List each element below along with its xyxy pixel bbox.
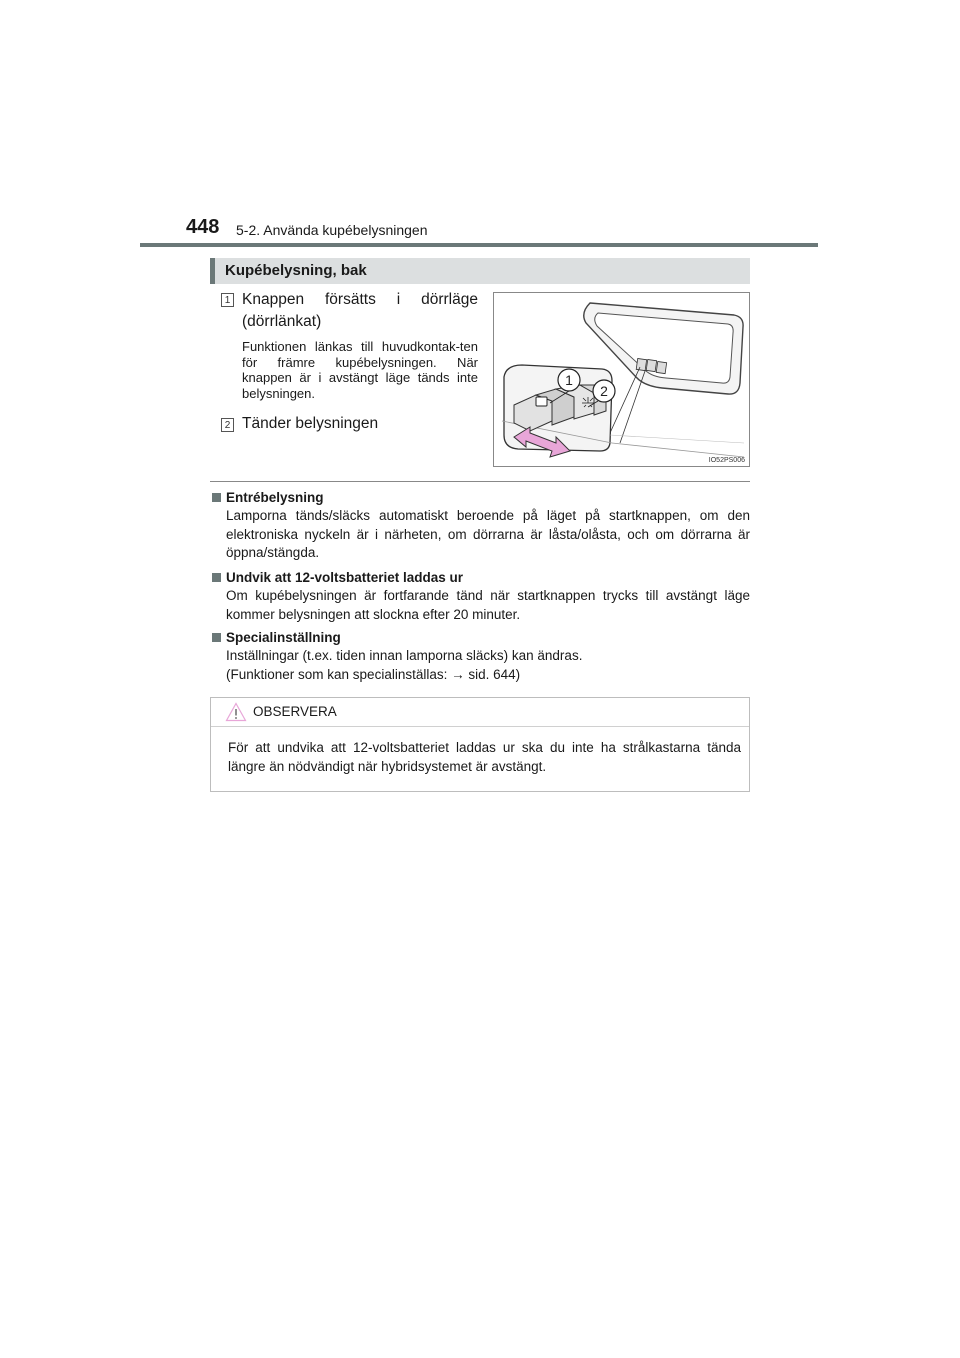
item-number-2: 2	[221, 418, 234, 432]
item-number-1: 1	[221, 293, 234, 307]
note-body: Lamporna tänds/släcks automatiskt beroende på läget på startknappen, om den elektroniska nyckeln är i närheten, om dörrarna är låsta/olåsta, och om dörrarna är öppna/stängda.	[226, 508, 750, 560]
rear-interior-light-figure	[493, 292, 750, 467]
figure-callout-2: 2	[600, 383, 608, 399]
header-rule	[140, 243, 818, 247]
caution-label: OBSERVERA	[253, 704, 337, 719]
square-bullet-icon	[212, 573, 221, 582]
item-1-description: Funktionen länkas till huvudkontak-ten för främre kupébelysningen. När knappen är i avstängt läge tänds inte belysningen.	[242, 339, 478, 401]
caution-header	[211, 698, 749, 727]
note-body-line-1: Inställningar (t.ex. tiden innan lamporna släcks) kan ändras.	[226, 648, 583, 663]
note-entry-lighting	[210, 489, 750, 563]
note-battery	[210, 569, 750, 624]
caution-box	[210, 697, 750, 792]
section-divider	[210, 481, 750, 482]
note-heading: Entrébelysning	[226, 490, 324, 505]
page-number: 448	[186, 216, 220, 238]
door-icon	[536, 397, 547, 406]
square-bullet-icon	[212, 633, 221, 642]
note-body: Om kupébelysningen är fortfarande tänd när startknappen trycks till avstängt läge kommer belysningen att slockna efter 20 minuter.	[226, 588, 750, 622]
square-bullet-icon	[212, 493, 221, 502]
figure-code: IO52PS006	[708, 457, 745, 464]
caution-body: För att undvika att 12-voltsbatteriet laddas ur ska du inte ha strålkastarna tända längre än nödvändigt när hybridsystemet är avstängt.	[228, 740, 741, 774]
interior-light-illustration	[494, 293, 750, 467]
note-customization	[210, 629, 750, 684]
warning-triangle-icon	[225, 702, 247, 722]
item-2-title: Tänder belysningen	[242, 415, 379, 432]
chapter-title: 5-2. Använda kupébelysningen	[236, 222, 428, 238]
figure-callout-1: 1	[565, 372, 573, 388]
note-heading: Specialinställning	[226, 630, 341, 645]
item-1-title: Knappen försätts i dörrläge (dörrlänkat)	[242, 291, 478, 330]
note-heading: Undvik att 12-voltsbatteriet laddas ur	[226, 570, 464, 585]
note-body-line-2: (Funktioner som kan specialinställas: → sid. 644)	[226, 666, 521, 682]
section-heading: Kupébelysning, bak	[210, 258, 750, 284]
